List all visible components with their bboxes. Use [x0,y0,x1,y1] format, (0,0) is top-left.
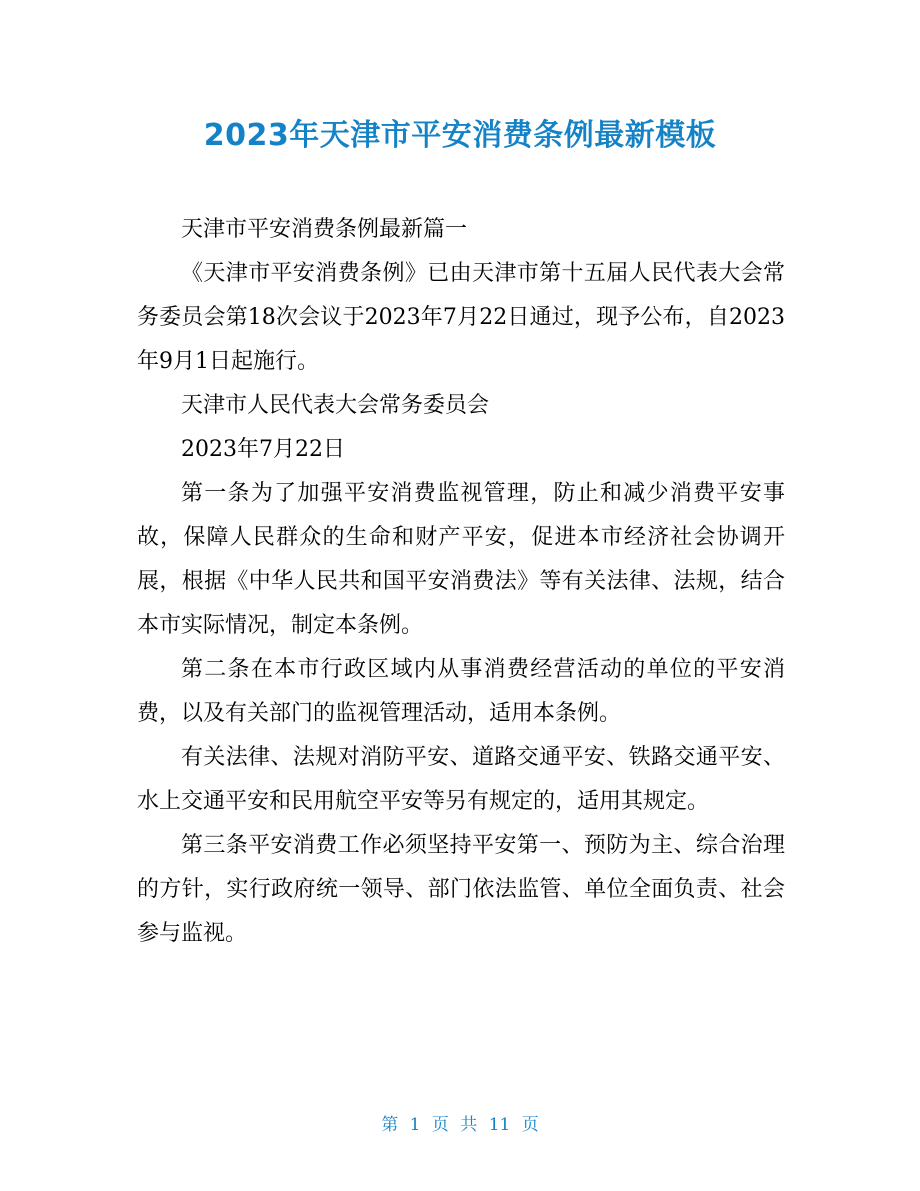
document-body [137,208,785,956]
paragraph-section-heading: 天津市平安消费条例最新篇一 [181,217,468,242]
paragraph-article-3: 第三条平安消费工作必须坚持平安第一、预防为主、综合治理的方针，实行政府统一领导、部门依法监管、单位全面负责、社会参与监视。 [137,833,785,946]
paragraph-date: 2023年7月22日 [181,437,345,462]
document-title: 2023年天津市平安消费条例最新模板 [203,118,717,153]
page-number-footer: 第 1 页 共 11 页 [381,1115,539,1135]
paragraph-article-1: 第一条为了加强平安消费监视管理，防止和减少消费平安事故，保障人民群众的生命和财产平安，促进本市经济社会协调开展，根据《中华人民共和国平安消费法》等有关法律、法规，结合本市实际情况，制定本条例。 [137,481,785,638]
paragraph-article-2-supplement: 有关法律、法规对消防平安、道路交通平安、铁路交通平安、水上交通平安和民用航空平安等另有规定的，适用其规定。 [137,745,785,814]
paragraph-article-2: 第二条在本市行政区域内从事消费经营活动的单位的平安消费，以及有关部门的监视管理活动，适用本条例。 [137,657,785,726]
paragraph-announcement: 《天津市平安消费条例》已由天津市第十五届人民代表大会常务委员会第18次会议于2023年7月22日通过，现予公布，自2023年9月1日起施行。 [137,261,785,374]
paragraph-issuer: 天津市人民代表大会常务委员会 [181,393,490,418]
